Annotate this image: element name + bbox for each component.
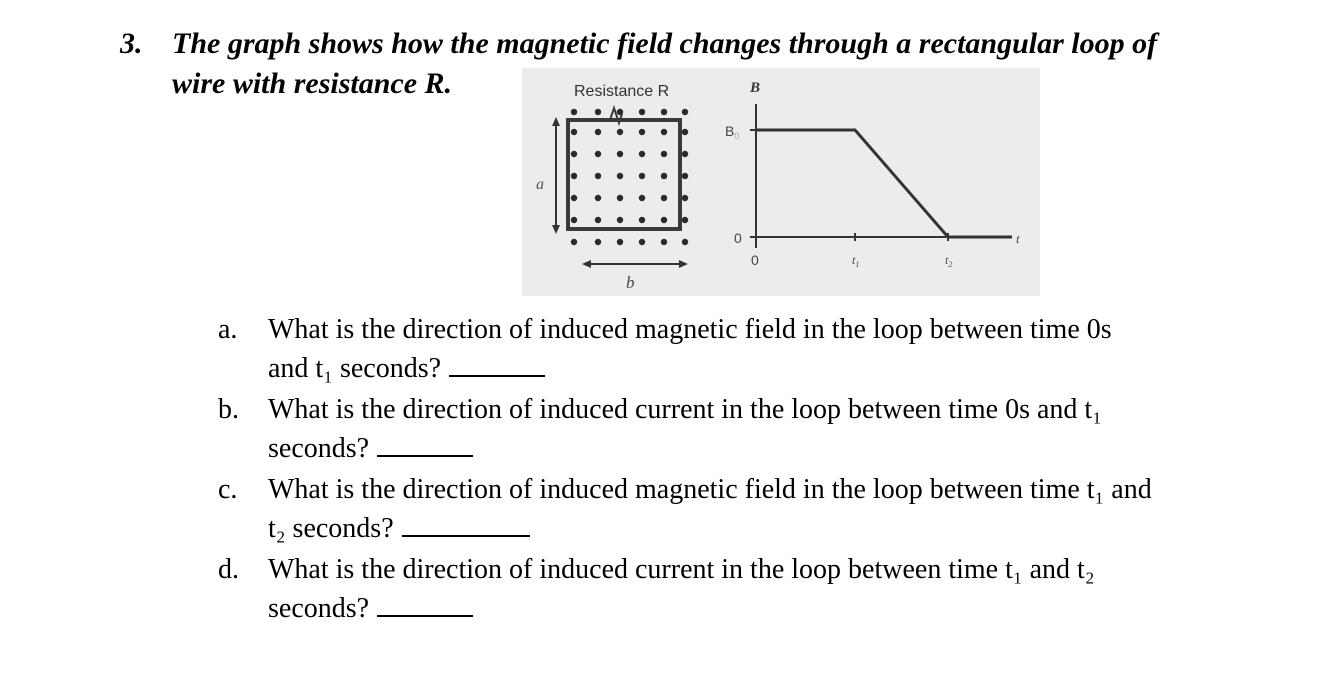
answer-blank-b[interactable] <box>377 429 473 457</box>
resistance-label: Resistance R <box>574 83 670 100</box>
field-dot <box>595 195 601 201</box>
field-dot <box>571 129 577 135</box>
x-tick-label-t2: $t_2$ <box>945 253 953 269</box>
sub-question-text-line-2: t₂ seconds? <box>268 513 394 544</box>
question-number: 3. <box>120 27 143 60</box>
field-dot <box>571 195 577 201</box>
sub-question-c <box>218 470 1328 548</box>
answer-blank-c[interactable] <box>402 509 530 537</box>
field-dot <box>595 109 601 115</box>
sub-question-text-line-1: What is the direction of induced magnetic field in the loop between time 0s <box>268 314 1112 345</box>
side-b-label: b <box>626 273 635 292</box>
question-text-line-1: The graph shows how the magnetic field changes through a rectangular loop of <box>172 27 1158 60</box>
side-a-label: a <box>536 176 544 193</box>
loop-diagram <box>536 83 688 292</box>
x-tick-label-origin: 0 <box>751 252 759 268</box>
sub-question-text-line-1: What is the direction of induced current in the loop between time 0s and t₁ <box>268 394 1102 425</box>
side-b-arrow-right <box>679 260 688 268</box>
field-dot <box>595 151 601 157</box>
field-dot <box>571 173 577 179</box>
field-dot <box>617 151 623 157</box>
field-dot <box>639 151 645 157</box>
sub-question-text-line-2: seconds? <box>268 433 370 464</box>
sub-question-text-line-1: What is the direction of induced magnetic field in the loop between time t₁ and <box>268 474 1152 505</box>
field-dot <box>617 217 623 223</box>
field-dot <box>617 239 623 245</box>
field-dot <box>617 195 623 201</box>
side-a-arrow-bottom <box>552 225 560 234</box>
question-text-line-2: wire with resistance R. <box>172 67 453 100</box>
field-dot <box>661 217 667 223</box>
field-dot <box>661 195 667 201</box>
field-dot <box>682 129 688 135</box>
field-dot <box>571 151 577 157</box>
y-axis-label: B <box>750 80 761 96</box>
field-dot <box>595 173 601 179</box>
sub-question-letter: c. <box>218 474 238 505</box>
sub-questions <box>218 310 1328 630</box>
y-tick-label-b0: $B_0$ <box>725 123 740 141</box>
field-dot <box>617 173 623 179</box>
field-dots <box>571 109 688 245</box>
field-dot <box>639 173 645 179</box>
figure-panel <box>522 68 1040 296</box>
sub-question-text-line-1: What is the direction of induced current in the loop between time t₁ and t₂ <box>268 554 1095 585</box>
answer-blank-d[interactable] <box>377 589 473 617</box>
sub-question-letter: a. <box>218 314 238 345</box>
field-dot <box>639 217 645 223</box>
field-dot <box>571 239 577 245</box>
sub-question-text-line-2: seconds? <box>268 593 370 624</box>
sub-question-text-line-2: and t₁ seconds? <box>268 353 442 384</box>
field-dot <box>571 109 577 115</box>
field-dot <box>661 129 667 135</box>
field-dot <box>595 129 601 135</box>
field-dot <box>595 217 601 223</box>
sub-question-b <box>218 390 1328 468</box>
side-b-arrow-left <box>582 260 591 268</box>
sub-question-letter: d. <box>218 554 239 585</box>
y-tick-label-zero: 0 <box>734 230 742 246</box>
field-dot <box>682 217 688 223</box>
answer-blank-a[interactable] <box>449 349 545 377</box>
field-dot <box>661 151 667 157</box>
field-dot <box>682 109 688 115</box>
field-dot <box>639 195 645 201</box>
field-dot <box>682 173 688 179</box>
field-dot <box>682 239 688 245</box>
field-dot <box>661 173 667 179</box>
field-dot <box>682 195 688 201</box>
field-dot <box>571 217 577 223</box>
figure-svg <box>522 68 1040 296</box>
sub-question-letter: b. <box>218 394 239 425</box>
field-dot <box>617 129 623 135</box>
b-field-series-line <box>756 130 1012 237</box>
field-dot <box>682 151 688 157</box>
sub-question-d <box>218 550 1328 628</box>
field-dot <box>661 109 667 115</box>
field-dot <box>639 129 645 135</box>
field-dot <box>639 239 645 245</box>
field-dot <box>639 109 645 115</box>
x-tick-label-t1: $t_1$ <box>852 253 860 269</box>
x-axis-label: t <box>1016 231 1020 246</box>
b-vs-t-graph <box>725 80 1020 269</box>
field-dot <box>661 239 667 245</box>
sub-question-a <box>218 310 1328 388</box>
side-a-arrow-top <box>552 117 560 126</box>
field-dot <box>595 239 601 245</box>
